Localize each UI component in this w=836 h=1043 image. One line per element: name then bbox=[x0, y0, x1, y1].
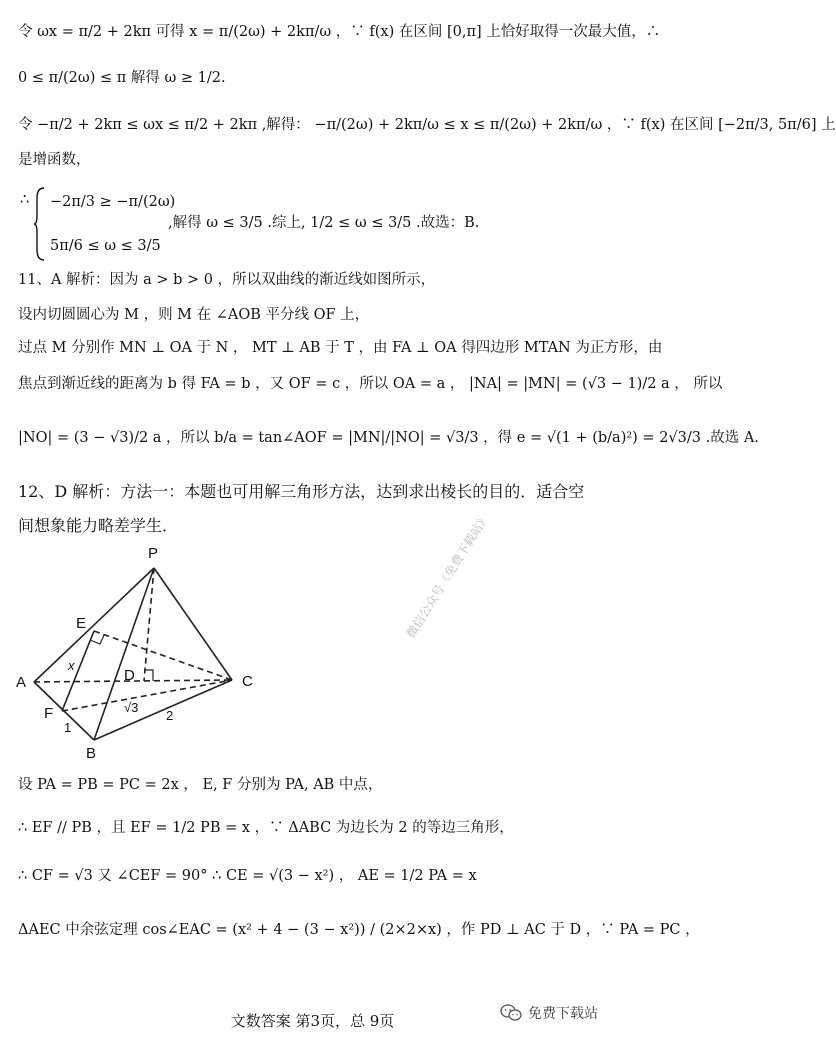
text-line-2: 0 ≤ π/(2ω) ≤ π 解得 ω ≥ 1/2. bbox=[18, 70, 226, 86]
system-line-1: −2π/3 ≥ −π/(2ω) bbox=[50, 194, 176, 210]
edge-PA bbox=[34, 568, 154, 682]
system-line-2: 5π/6 ≤ ω ≤ 3/5 bbox=[50, 238, 161, 254]
text-line-4: 是增函数， bbox=[18, 152, 91, 168]
text-line-7: 设内切圆圆心为 M ，则 M 在 ∠AOB 平分线 OF 上， bbox=[18, 307, 370, 323]
segment-PD bbox=[144, 568, 154, 681]
edge-PC bbox=[154, 568, 232, 680]
label-A: A bbox=[16, 674, 27, 691]
label-E: E bbox=[76, 615, 87, 632]
label-sqrt3: √3 bbox=[124, 700, 139, 715]
text-line-1: 令 ωx = π/2 + 2kπ 可得 x = π/(2ω) + 2kπ/ω ，∵ f(x) 在区间 [0,π] 上恰好取得一次最大值，∴ bbox=[18, 24, 661, 40]
label-B: B bbox=[86, 745, 97, 762]
text-line-10: |NO| = (3 − √3)/2 a ，所以 b/a = tan∠AOF = |MN|/|NO| = √3/3 ，得 e = √(1 + (b/a)²) = 2√3/3 .故选 A. bbox=[18, 430, 759, 446]
tetrahedron-figure bbox=[14, 540, 274, 765]
label-F: F bbox=[44, 705, 54, 722]
edge-BC bbox=[94, 680, 232, 740]
text-line-3: 令 −π/2 + 2kπ ≤ ωx ≤ π/2 + 2kπ ,解得： −π/(2ω) + 2kπ/ω ≤ x ≤ π/(2ω) + 2kπ/ω ，∵ f(x) 在区间 [−2π/3, 5π/6] 上 bbox=[18, 117, 836, 133]
text-line-9: 焦点到渐近线的距离为 b 得 FA = b ，又 OF = c ，所以 OA = a ， |NA| = |MN| = (√3 − 1)/2 a ， 所以 bbox=[18, 376, 723, 392]
text-line-6: 11、A 解析：因为 a > b > 0 ，所以双曲线的渐近线如图所示， bbox=[18, 272, 436, 288]
label-P: P bbox=[148, 545, 159, 562]
text-line-8: 过点 M 分别作 MN ⊥ OA 于 N ， MT ⊥ AB 于 T ，由 FA ⊥ OA 得四边形 MTAN 为正方形，由 bbox=[18, 340, 663, 356]
label-1: 1 bbox=[64, 720, 72, 735]
label-x: x bbox=[68, 658, 75, 673]
logo-text: 免费下载站 bbox=[528, 1006, 598, 1022]
text-line-15: ∴ CF = √3 又 ∠CEF = 90° ∴ CE = √(3 − x²) ， AE = 1/2 PA = x bbox=[18, 868, 477, 884]
text-line-14: ∴ EF // PB ，且 EF = 1/2 PB = x ，∵ ΔABC 为边长为 2 的等边三角形， bbox=[18, 820, 514, 836]
label-D: D bbox=[124, 667, 135, 684]
text-line-13: 设 PA = PB = PC = 2x ， E, F 分别为 PA, AB 中点， bbox=[18, 777, 383, 793]
label-C: C bbox=[242, 673, 253, 690]
therefore-symbol: ∴ bbox=[20, 192, 30, 208]
segment-EC bbox=[94, 631, 232, 680]
label-2: 2 bbox=[166, 708, 174, 723]
segment-FC bbox=[62, 680, 232, 711]
page-footer: 文数答案 第3页，总 9页 bbox=[230, 1012, 395, 1030]
text-line-11: 12、D 解析：方法一：本题也可用解三角形方法，达到求出棱长的目的．适合空 bbox=[18, 482, 585, 501]
watermark-text: 微信公众号《免费下载站》 bbox=[403, 510, 492, 641]
chat-bubble-icon bbox=[500, 1004, 522, 1022]
text-line-5: ,解得 ω ≤ 3/5 .综上, 1/2 ≤ ω ≤ 3/5 .故选：B. bbox=[168, 215, 480, 231]
text-line-12: 间想象能力略差学生． bbox=[18, 516, 179, 535]
text-line-16: ΔAEC 中余弦定理 cos∠EAC = (x² + 4 − (3 − x²)) / (2×2×x) ，作 PD ⊥ AC 于 D ，∵ PA = PC ， bbox=[18, 922, 700, 938]
segment-EF bbox=[62, 631, 94, 711]
brand-logo bbox=[500, 1003, 598, 1023]
